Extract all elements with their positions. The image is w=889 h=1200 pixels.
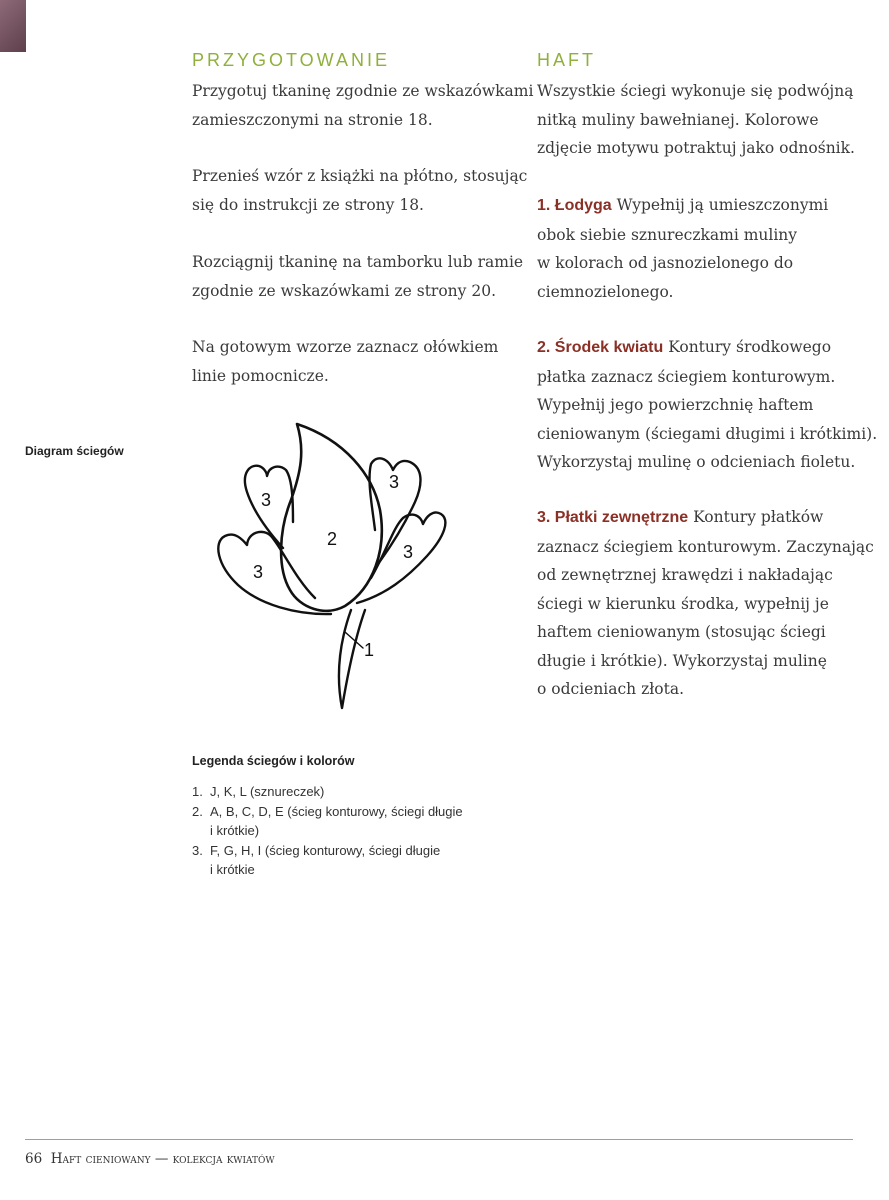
legend-item-number: 2.: [192, 803, 203, 819]
step-1-line3: ciemnozielonego.: [537, 282, 674, 301]
step-1: [537, 191, 828, 306]
legend-item-text: A, B, C, D, E (ścieg konturowy, ściegi długie: [210, 803, 463, 819]
legend-item-text: J, K, L (sznureczek): [210, 784, 325, 799]
outer-petal-lower-right: [357, 512, 445, 603]
step-3-line6: o odcieniach złota.: [537, 680, 685, 698]
prep-paragraph-4: [192, 333, 498, 390]
legend-item-number: 3.: [192, 842, 203, 858]
step-3: [537, 503, 874, 704]
heading-haft: HAFT: [537, 50, 596, 70]
prep-p1-line1: Przygotuj tkaninę zgodnie ze wskazówkami: [192, 82, 534, 100]
step-1-line1: obok siebie sznureczkami muliny: [537, 225, 798, 244]
step-3-line5: długie i krótkie). Wykorzystaj mulinę: [537, 651, 827, 670]
prep-p3-line2: zgodnie ze wskazówkami ze strony 20.: [192, 281, 496, 300]
legend-title: Legenda ściegów i kolorów: [192, 754, 355, 768]
intro-line1: Wszystkie ściegi wykonuje się podwójną: [537, 82, 854, 100]
legend-item-text: F, G, H, I (ścieg konturowy, ściegi długie: [210, 842, 441, 858]
legend-item-number: 1.: [192, 784, 203, 799]
corner-tab: [0, 0, 26, 52]
diagram-number-3-lower-left: 3: [253, 562, 264, 582]
intro-line2: nitką muliny bawełnianej. Kolorowe: [537, 110, 819, 129]
footer-rule: [25, 1139, 853, 1140]
prep-paragraph-1: [192, 77, 533, 134]
intro-line3: zdjęcie motywu potraktuj jako odnośnik.: [537, 139, 855, 157]
legend-item-text-cont: i krótkie): [210, 823, 260, 838]
step-2-line2: Wypełnij jego powierzchnię haftem: [537, 396, 814, 414]
step-2-line4: Wykorzystaj mulinę o odcieniach fioletu.: [537, 453, 856, 471]
flower-stitch-diagram: [205, 410, 455, 715]
legend-item-text-cont: i krótkie: [210, 862, 255, 877]
prep-p4-line2: linie pomocnicze.: [192, 366, 329, 385]
heading-przygotowanie: PRZYGOTOWANIE: [192, 50, 391, 70]
running-title: Haft cieniowany — kolekcja kwiatów: [50, 1151, 275, 1167]
step-3-line0: Kontury płatków: [693, 508, 824, 526]
diagram-number-3-lower-right: 3: [403, 542, 414, 562]
prep-p3-line1: Rozciągnij tkaninę na tamborku lub ramie: [192, 253, 524, 271]
diagram-number-3-upper-right: 3: [389, 472, 400, 492]
step-3-line4: haftem cieniowanym (stosując ściegi: [537, 623, 826, 641]
step-1-line2: w kolorach od jasnozielonego do: [537, 254, 794, 272]
prep-paragraph-3: [192, 248, 523, 305]
step-1-line0: Wypełnij ją umieszczonymi: [616, 196, 829, 214]
step-2-title: 2. Środek kwiatu: [537, 339, 664, 356]
step-2: [537, 333, 877, 477]
prep-p2-line2: się do instrukcji ze strony 18.: [192, 195, 424, 214]
legend-list: [192, 782, 512, 880]
step-3-title: 3. Płatki zewnętrzne: [537, 509, 689, 526]
diagram-number-3-upper-left: 3: [261, 490, 272, 510]
diagram-number-2: 2: [327, 529, 338, 549]
center-petal: [281, 424, 382, 611]
legend-item: [192, 841, 512, 880]
page-number: 66: [25, 1151, 43, 1167]
legend-item: [192, 782, 512, 802]
haft-intro: [537, 77, 855, 163]
step-3-line2: od zewnętrznej krawędzi i nakładając: [537, 566, 833, 584]
legend-item: [192, 802, 512, 841]
stem-shape: [339, 610, 365, 708]
prep-paragraph-2: [192, 162, 527, 219]
step-2-line0: Kontury środkowego: [668, 338, 832, 356]
outer-petal-lower-left: [218, 532, 331, 614]
diagram-label: Diagram ściegów: [25, 444, 124, 458]
step-2-line3: cieniowanym (ściegami długimi i krótkimi).: [537, 424, 878, 443]
step-3-line1: zaznacz ściegiem konturowym. Zaczynając: [537, 537, 874, 556]
step-1-title: 1. Łodyga: [537, 197, 612, 214]
step-3-line3: ściegi w kierunku środka, wypełnij je: [537, 594, 829, 613]
prep-p2-line1: Przenieś wzór z książki na płótno, stosując: [192, 167, 528, 185]
prep-p4-line1: Na gotowym wzorze zaznacz ołówkiem: [192, 338, 499, 356]
prep-p1-line2: zamieszczonymi na stronie 18.: [192, 110, 433, 129]
diagram-number-1: 1: [364, 640, 375, 660]
page-footer: [25, 1151, 275, 1167]
step-2-line1: płatka zaznacz ściegiem konturowym.: [537, 367, 836, 386]
